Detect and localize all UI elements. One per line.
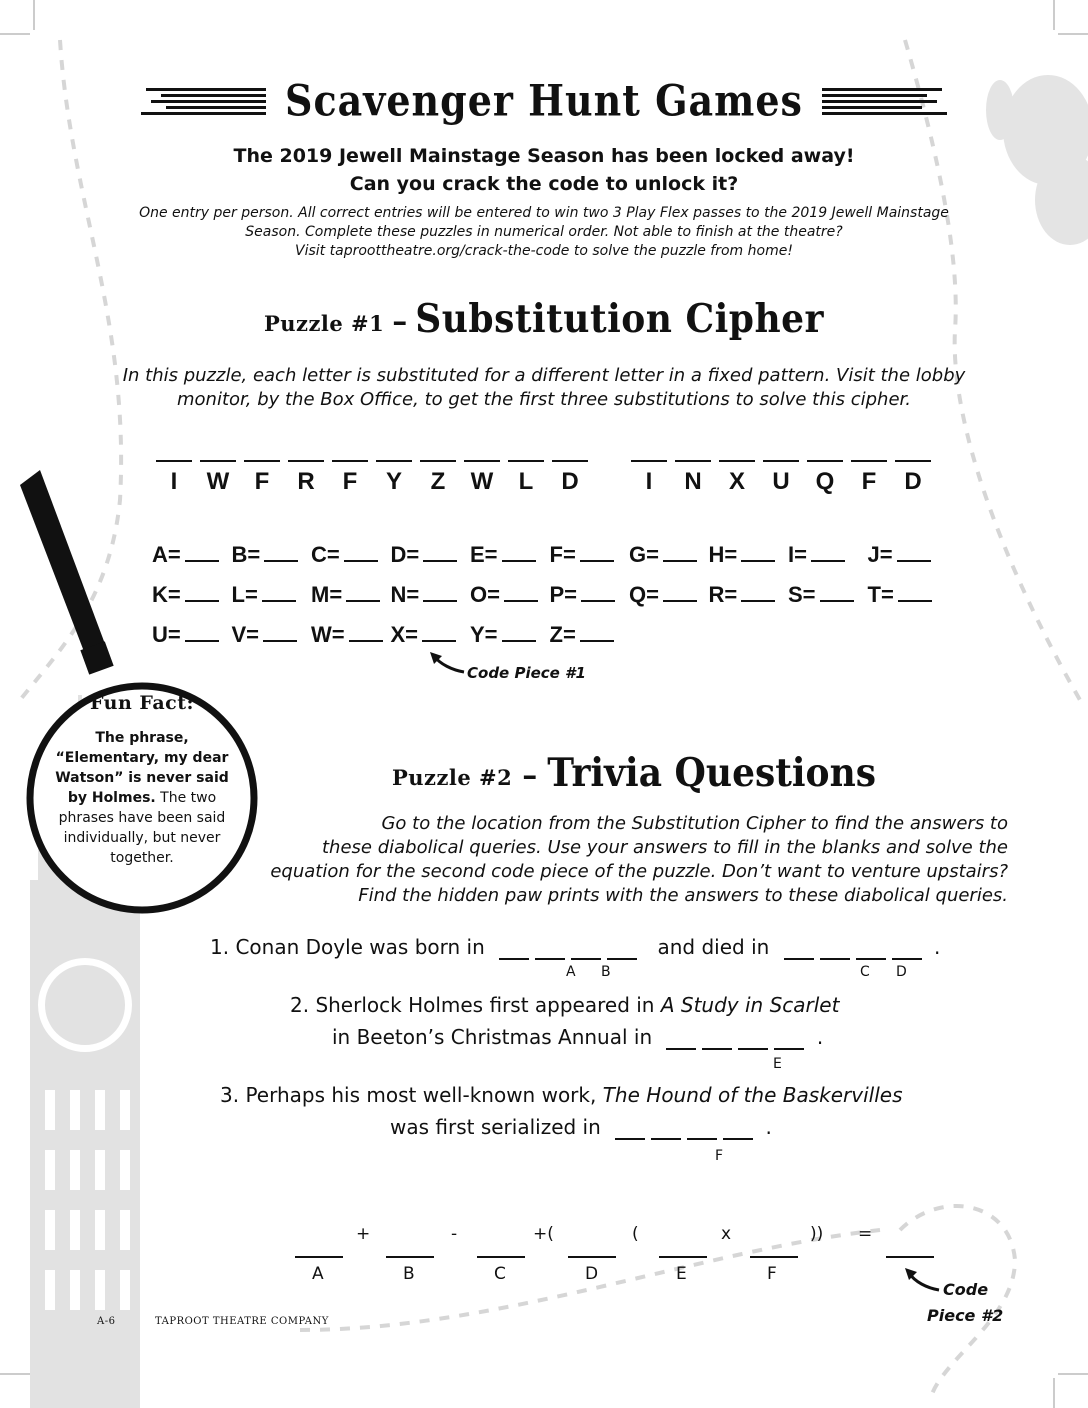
substitution-entry[interactable] [232,540,299,568]
substitution-label: L= [231,582,258,607]
substitution-label: X= [390,622,419,647]
question-1 [210,934,940,960]
substitution-entry[interactable] [152,540,219,568]
cipher-cell[interactable] [152,460,196,494]
substitution-label: B= [231,542,261,567]
substitution-label: Q= [629,582,659,607]
blank[interactable] [892,936,922,960]
q2-end: . [816,1025,824,1049]
cipher-letter: I [645,468,653,495]
blank[interactable] [723,1116,753,1140]
code-piece-2-label-b: Piece #2 [927,1306,1004,1325]
q1-text-b: and died in [657,935,770,959]
substitution-entry[interactable] [232,620,298,648]
puzzle1-dash: – [392,304,408,339]
q1-text-a: 1. Conan Doyle was born in [210,935,485,959]
answer-blank[interactable] [675,460,711,462]
substitution-label: K= [152,582,181,607]
substitution-entry[interactable] [391,540,458,568]
cipher-cell[interactable] [715,460,759,494]
op-close-parens: )) [810,1224,824,1244]
fun-fact [30,692,254,868]
blank[interactable] [687,1116,717,1140]
substitution-label: J= [867,542,893,567]
cipher-cell[interactable] [671,460,715,494]
answer-blank[interactable] [376,460,412,462]
fact-bold-2: “Elementary, my dear [55,750,229,766]
substitution-entry[interactable] [550,540,614,568]
substitution-label: O= [470,582,500,607]
puzzle2-title: Trivia Questions [547,749,877,797]
substitution-entry[interactable] [391,580,458,608]
substitution-label: U= [152,622,181,647]
answer-blank[interactable] [763,460,799,462]
cipher-cell[interactable] [627,460,671,494]
substitution-entry[interactable] [629,580,697,608]
substitution-blank[interactable] [580,620,614,642]
puzzle2-heading [392,749,877,797]
eq-blank-result[interactable] [886,1256,934,1258]
blank[interactable] [784,936,814,960]
substitution-entry[interactable] [311,580,380,608]
substitution-blank[interactable] [663,580,697,602]
substitution-blank[interactable] [423,580,457,602]
cipher-letter: I [170,468,178,495]
substitution-entry[interactable] [550,620,614,648]
cipher-cell[interactable] [548,460,592,494]
substitution-blank[interactable] [741,540,775,562]
substitution-entry[interactable] [470,620,536,648]
intro-small-1: One entry per person. All correct entries will be entered to win two 3 Play Flex passes to the 2019 Jewell Mainstage [139,205,949,221]
intro-line-1: The 2019 Jewell Mainstage Season has been locked away! [233,145,855,167]
substitution-entry[interactable] [550,580,616,608]
answer-blank[interactable] [719,460,755,462]
fact-bold-4: by Holmes. [67,790,156,806]
label-b: B [601,964,611,980]
substitution-blank[interactable] [344,540,378,562]
blank[interactable] [571,936,601,960]
cipher-letter: L [518,468,534,495]
op-paren: ( [632,1224,639,1244]
substitution-entry[interactable] [788,540,845,568]
cipher-cell[interactable] [240,460,284,494]
answer-blank[interactable] [552,460,588,462]
answer-blank[interactable] [288,460,324,462]
substitution-blank[interactable] [185,620,219,642]
puzzle1-heading [0,295,1088,343]
eq-blank-f[interactable] [750,1256,798,1258]
blank[interactable] [535,936,565,960]
intro-line-2: Can you crack the code to unlock it? [349,173,739,195]
substitution-blank[interactable] [185,540,219,562]
substitution-blank[interactable] [741,580,775,602]
answer-blank[interactable] [807,460,843,462]
q3-book-title: The Hound of the Baskervilles [602,1083,903,1107]
substitution-entry[interactable] [232,580,296,608]
substitution-label: W= [311,622,345,647]
cipher-letter: U [772,468,790,495]
substitution-label: A= [152,542,181,567]
eq-label-b: B [403,1264,415,1284]
cipher-letter: Q [815,468,835,495]
cipher-cell[interactable] [416,460,460,494]
op-plus-paren: +( [533,1224,554,1244]
question-2-line-2 [332,1024,823,1050]
substitution-label: Z= [549,622,576,647]
substitution-blank[interactable] [663,540,697,562]
cipher-letter: W [206,468,230,495]
cipher-letter: F [861,468,877,495]
substitution-blank[interactable] [262,580,296,602]
cipher-letter: R [297,468,315,495]
substitution-grid [0,540,1088,650]
cipher-cell[interactable] [759,460,803,494]
substitution-label: H= [708,542,738,567]
substitution-blank[interactable] [581,580,615,602]
substitution-label: E= [470,542,498,567]
cipher-letter: X [728,468,745,495]
substitution-label: F= [549,542,576,567]
substitution-blank[interactable] [185,580,219,602]
substitution-entry[interactable] [709,580,776,608]
question-3-line-1 [220,1082,903,1108]
cipher-letter: W [470,468,494,495]
substitution-label: G= [629,542,659,567]
puzzle2-dash: – [522,758,538,793]
puzzle2-desc-2: these diabolical queries. Use your answers to fill in the blanks and solve the [321,837,1008,858]
code-piece-1-label: Code Piece #1 [467,664,586,682]
substitution-entry[interactable] [470,580,538,608]
cipher-letter: F [254,468,270,495]
cipher-cell[interactable] [328,460,372,494]
fact-rest-1: The two [155,790,217,806]
code-piece-2-label-a: Code [943,1280,989,1299]
op-times: x [721,1224,732,1244]
label-a: A [566,964,576,980]
eq-blank-b[interactable] [386,1256,434,1258]
intro-small-2: Season. Complete these puzzles in numerical order. Not able to finish at the theatre? [245,224,843,240]
label-c: C [860,964,870,980]
q2-text-a: 2. Sherlock Holmes first appeared in [290,993,661,1017]
page-title: Scavenger Hunt Games [285,75,803,126]
substitution-blank[interactable] [502,540,536,562]
puzzle2-desc-3: equation for the second code piece of the puzzle. Don’t want to venture upstairs? [270,861,1008,882]
substitution-label: D= [390,542,420,567]
fact-rest-3: individually, but never [63,830,221,846]
op-plus: + [356,1224,371,1244]
label-d: D [896,964,907,980]
answer-blank[interactable] [508,460,544,462]
label-f: F [715,1148,724,1164]
substitution-blank[interactable] [580,540,614,562]
substitution-label: N= [390,582,420,607]
eq-blank-d[interactable] [568,1256,616,1258]
arrow-icon [428,652,468,676]
blank[interactable] [820,936,850,960]
arrow-icon [903,1268,943,1294]
blank[interactable] [856,936,886,960]
answer-blank[interactable] [156,460,192,462]
substitution-entry[interactable] [629,540,697,568]
puzzle2-label: Puzzle #2 [392,765,513,790]
cipher-letter: N [684,468,702,495]
answer-blank[interactable] [895,460,931,462]
cipher-cell[interactable] [504,460,548,494]
substitution-entry[interactable] [152,580,219,608]
blank[interactable] [499,936,529,960]
substitution-blank[interactable] [820,580,854,602]
cipher-letter: D [561,468,579,495]
eq-blank-c[interactable] [477,1256,525,1258]
answer-blank[interactable] [631,460,667,462]
fact-bold-3: Watson” is never said [55,770,229,786]
q3-text-a: 3. Perhaps his most well-known work, [220,1083,603,1107]
op-minus: - [451,1224,458,1244]
footer-company: TAPROOT THEATRE COMPANY [155,1316,329,1327]
blank[interactable] [651,1116,681,1140]
cipher-letter: Z [430,468,446,495]
substitution-label: C= [311,542,340,567]
cipher-word-2 [627,460,935,494]
q1-end: . [934,935,941,959]
q2-text-b: in Beeton’s Christmas Annual in [332,1025,653,1049]
substitution-label: M= [311,582,343,607]
blank[interactable] [607,936,637,960]
eq-label-a: A [312,1264,324,1284]
substitution-entry[interactable] [788,580,854,608]
substitution-entry[interactable] [152,620,219,648]
puzzle1-desc-2: monitor, by the Box Office, to get the first three substitutions to solve this cipher. [176,389,911,410]
substitution-label: V= [231,622,260,647]
eq-blank-e[interactable] [659,1256,707,1258]
substitution-blank[interactable] [263,620,297,642]
cipher-cell[interactable] [803,460,847,494]
blank[interactable] [615,1116,645,1140]
eq-label-c: C [494,1264,506,1284]
substitution-label: R= [708,582,738,607]
q2-book-title: A Study in Scarlet [660,993,840,1017]
blank[interactable] [702,1026,732,1050]
puzzle2-desc-1: Go to the location from the Substitution Cipher to find the answers to [381,813,1008,834]
cipher-cell[interactable] [847,460,891,494]
answer-blank[interactable] [464,460,500,462]
page-number: A-6 [97,1316,116,1327]
fact-rest-4: together. [110,850,174,866]
substitution-entry[interactable] [868,580,932,608]
substitution-blank[interactable] [422,620,456,642]
eq-label-f: F [767,1264,777,1284]
substitution-blank[interactable] [264,540,298,562]
q3-text-b: was first serialized in [390,1115,601,1139]
blank[interactable] [774,1026,804,1050]
blank[interactable] [738,1026,768,1050]
substitution-blank[interactable] [423,540,457,562]
eq-label-d: D [585,1264,599,1284]
answer-blank[interactable] [244,460,280,462]
puzzle1-title: Substitution Cipher [415,295,825,343]
fact-rest-2: phrases have been said [58,810,226,826]
cipher-letter: F [342,468,358,495]
eq-label-e: E [676,1264,687,1284]
cipher-cell[interactable] [891,460,935,494]
answer-blank[interactable] [420,460,456,462]
substitution-entry[interactable] [391,620,457,648]
substitution-blank[interactable] [346,580,380,602]
substitution-blank[interactable] [811,540,845,562]
intro-small-3: Visit taproottheatre.org/crack-the-code to solve the puzzle from home! [295,243,793,259]
substitution-entry[interactable] [311,540,378,568]
puzzle1-desc-1: In this puzzle, each letter is substituted for a different letter in a fixed pattern. Visit the lobby [122,365,966,386]
substitution-label: P= [549,582,578,607]
answer-blank[interactable] [200,460,236,462]
op-equals: = [858,1224,873,1244]
substitution-label: Y= [470,622,498,647]
substitution-blank[interactable] [898,580,932,602]
puzzle2-desc-4: Find the hidden paw prints with the answers to these diabolical queries. [358,885,1008,906]
fun-fact-title: Fun Fact: [89,692,195,714]
cipher-letter: D [904,468,922,495]
fact-bold-1: The phrase, [95,730,189,746]
substitution-blank[interactable] [504,580,538,602]
substitution-label: T= [867,582,894,607]
speed-lines-left-icon [141,86,266,116]
answer-blank[interactable] [332,460,368,462]
cipher-letter: Y [385,468,402,495]
substitution-entry[interactable] [709,540,776,568]
substitution-entry[interactable] [868,540,931,568]
substitution-entry[interactable] [470,540,536,568]
substitution-label: S= [788,582,816,607]
substitution-blank[interactable] [349,620,383,642]
question-2-line-1 [290,992,839,1018]
substitution-entry[interactable] [311,620,383,648]
cipher-word-1 [152,460,592,494]
answer-blank[interactable] [851,460,887,462]
eq-blank-a[interactable] [295,1256,343,1258]
q3-end: . [765,1115,772,1139]
cipher-cell[interactable] [284,460,328,494]
question-3-line-2 [390,1114,772,1140]
puzzle1-label: Puzzle #1 [263,311,385,336]
cipher-cell[interactable] [372,460,416,494]
speed-lines-right-icon [822,86,947,116]
label-e: E [773,1056,782,1072]
cipher-cell[interactable] [196,460,240,494]
substitution-blank[interactable] [897,540,931,562]
substitution-label: I= [788,542,807,567]
blank[interactable] [666,1026,696,1050]
fun-fact-body [30,728,254,868]
cipher-cell[interactable] [460,460,504,494]
substitution-blank[interactable] [502,620,536,642]
header [0,75,1088,126]
